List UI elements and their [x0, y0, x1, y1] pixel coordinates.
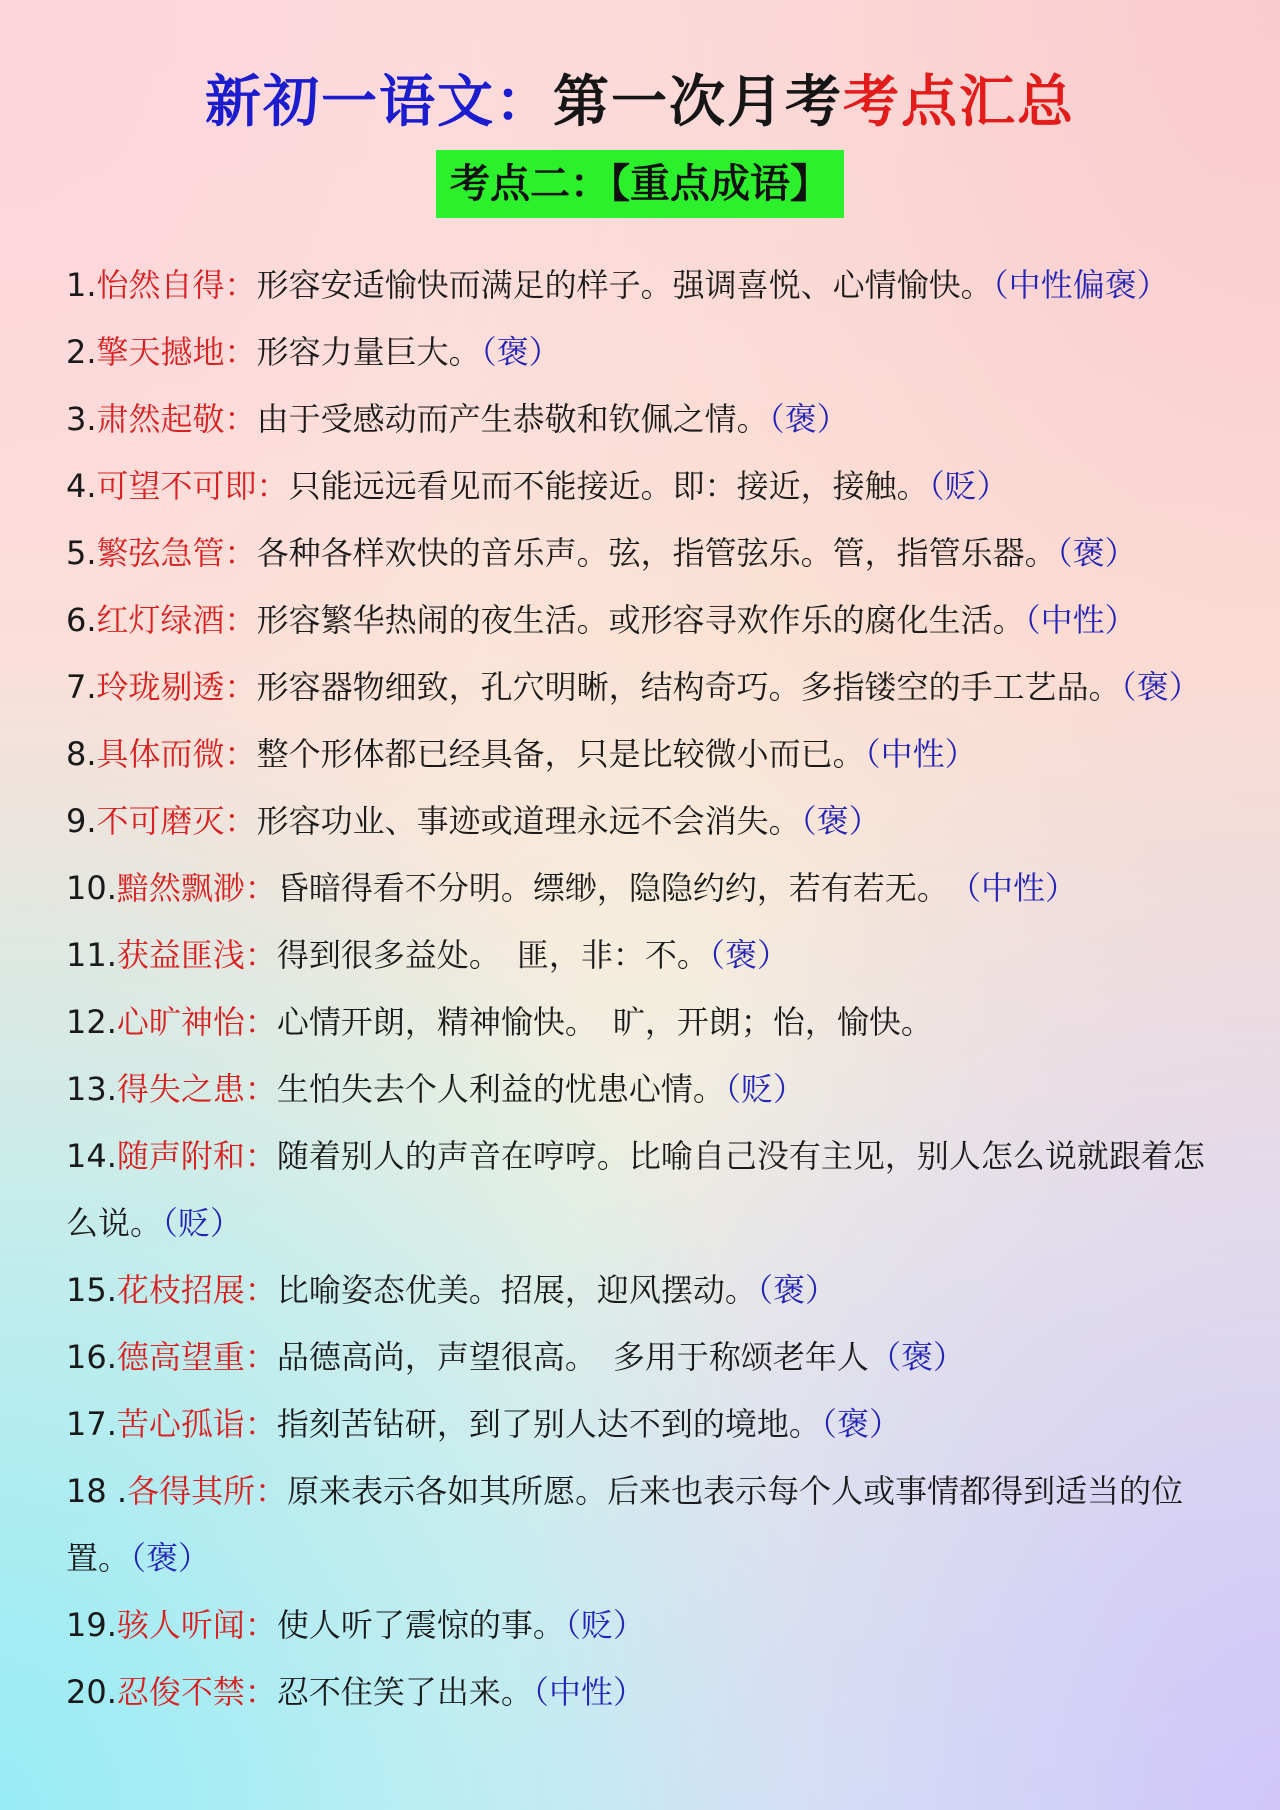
idiom-entry: [66, 922, 1230, 989]
idiom-term: 苦心孤诣: [116, 1405, 245, 1443]
idiom-number: 13.: [66, 1070, 117, 1108]
title-part-exam: 第一次月考: [553, 70, 843, 135]
idiom-colon: ：: [244, 1673, 277, 1711]
idiom-colon: ：: [244, 869, 277, 907]
idiom-term: 擎天撼地: [96, 333, 225, 371]
idiom-definition: 使人听了震惊的事。: [276, 1606, 565, 1644]
idiom-entry: [66, 1056, 1230, 1123]
idiom-entry: [66, 252, 1230, 319]
idiom-colon: ：: [244, 1003, 277, 1041]
idiom-sentiment-tag: （褒）: [480, 333, 561, 371]
idiom-colon: ：: [244, 1338, 277, 1376]
idiom-term: 具体而微: [96, 735, 225, 773]
idiom-sentiment-tag: （贬）: [928, 467, 1009, 505]
idiom-entry: [66, 1123, 1230, 1257]
idiom-sentiment-tag: （褒）: [1056, 534, 1137, 572]
idiom-entry: [66, 1592, 1230, 1659]
idiom-number: 18 .: [66, 1472, 128, 1510]
idiom-definition: 形容安适愉快而满足的样子。强调喜悦、心情愉快。: [256, 266, 993, 304]
idiom-number: 16.: [66, 1338, 117, 1376]
idiom-number: 17.: [66, 1405, 117, 1443]
idiom-colon: ：: [244, 1606, 277, 1644]
idiom-term: 可望不可即: [96, 467, 257, 505]
idiom-sentiment-tag: （中性）: [532, 1673, 645, 1711]
idiom-definition: 形容器物细致，孔穴明晰，结构奇巧。多指镂空的手工艺品。: [256, 668, 1121, 706]
idiom-sentiment-tag: （褒）: [768, 400, 849, 438]
idiom-sentiment-tag: （褒）: [708, 936, 789, 974]
idiom-sentiment-tag: （中性）: [964, 869, 1077, 907]
idiom-definition: 只能远远看见而不能接近。即：接近，接触。: [288, 467, 929, 505]
idiom-term: 怡然自得: [96, 266, 225, 304]
idiom-term: 随声附和: [116, 1137, 245, 1175]
idiom-colon: ：: [244, 1070, 277, 1108]
idiom-entry: [66, 1391, 1230, 1458]
title-part-grade: 新初一语文：: [205, 70, 553, 135]
idiom-number: 5.: [66, 534, 97, 572]
idiom-term: 各得其所: [127, 1472, 256, 1510]
idiom-colon: ：: [224, 333, 257, 371]
idiom-definition: 比喻姿态优美。招展，迎风摆动。: [276, 1271, 757, 1309]
idiom-number: 8.: [66, 735, 97, 773]
idiom-colon: ：: [244, 1405, 277, 1443]
idiom-sentiment-tag: （褒）: [800, 802, 881, 840]
idiom-term: 花枝招展: [116, 1271, 245, 1309]
page-title: [0, 68, 1280, 138]
idiom-entry: [66, 654, 1230, 721]
idiom-definition: 由于受感动而产生恭敬和钦佩之情。: [256, 400, 769, 438]
idiom-term: 红灯绿酒: [96, 601, 225, 639]
idiom-number: 7.: [66, 668, 97, 706]
idiom-definition: 形容功业、事迹或道理永远不会消失。: [256, 802, 801, 840]
idiom-definition: 心情开朗，精神愉快。 旷，开朗；怡，愉快。: [276, 1003, 933, 1041]
idiom-list: [66, 252, 1230, 1726]
idiom-term: 忍俊不禁: [116, 1673, 245, 1711]
idiom-number: 11.: [66, 936, 117, 974]
idiom-colon: ：: [224, 802, 257, 840]
idiom-sentiment-tag: （贬）: [564, 1606, 645, 1644]
idiom-sentiment-tag: （中性）: [1024, 601, 1137, 639]
idiom-number: 14.: [66, 1137, 117, 1175]
idiom-term: 心旷神怡: [116, 1003, 245, 1041]
idiom-term: 获益匪浅: [116, 936, 245, 974]
idiom-colon: ：: [244, 1271, 277, 1309]
idiom-number: 9.: [66, 802, 97, 840]
idiom-term: 肃然起敬: [96, 400, 225, 438]
idiom-entry: [66, 520, 1230, 587]
idiom-colon: ：: [224, 668, 257, 706]
idiom-number: 15.: [66, 1271, 117, 1309]
idiom-entry: [66, 386, 1230, 453]
idiom-definition: 随着别人的声音在哼哼。比喻自己没有主见，别人怎么说就跟着怎么说。: [66, 1137, 1205, 1242]
idiom-sentiment-tag: （褒）: [756, 1271, 837, 1309]
idiom-definition: 整个形体都已经具备，只是比较微小而已。: [256, 735, 865, 773]
idiom-definition: 得到很多益处。 匪，非：不。: [276, 936, 709, 974]
idiom-sentiment-tag: （褒）: [1120, 668, 1201, 706]
idiom-number: 10.: [66, 869, 117, 907]
idiom-colon: ：: [224, 534, 257, 572]
idiom-entry: [66, 721, 1230, 788]
idiom-entry: [66, 989, 1230, 1056]
idiom-entry: [66, 587, 1230, 654]
idiom-definition: 忍不住笑了出来。: [276, 1673, 533, 1711]
idiom-entry: [66, 788, 1230, 855]
idiom-entry: [66, 1659, 1230, 1726]
idiom-entry: [66, 1257, 1230, 1324]
idiom-term: 德高望重: [116, 1338, 245, 1376]
idiom-term: 玲珑剔透: [96, 668, 225, 706]
idiom-number: 12.: [66, 1003, 117, 1041]
idiom-entry: [66, 319, 1230, 386]
idiom-colon: ：: [224, 266, 257, 304]
idiom-entry: [66, 453, 1230, 520]
idiom-number: 19.: [66, 1606, 117, 1644]
idiom-colon: ：: [256, 467, 289, 505]
idiom-colon: ：: [244, 936, 277, 974]
idiom-sentiment-tag: （贬）: [162, 1204, 243, 1242]
idiom-sentiment-tag: （中性偏褒）: [992, 266, 1169, 304]
idiom-term: 黯然飘渺: [116, 869, 245, 907]
idiom-term: 繁弦急管: [96, 534, 225, 572]
idiom-colon: ：: [224, 400, 257, 438]
idiom-sentiment-tag: （褒）: [820, 1405, 901, 1443]
idiom-colon: ：: [255, 1472, 288, 1510]
idiom-number: 6.: [66, 601, 97, 639]
idiom-colon: ：: [224, 601, 257, 639]
idiom-term: 骇人听闻: [116, 1606, 245, 1644]
idiom-definition: 形容繁华热闹的夜生活。或形容寻欢作乐的腐化生活。: [256, 601, 1025, 639]
idiom-definition: 昏暗得看不分明。缥缈，隐隐约约，若有若无。: [276, 869, 965, 907]
idiom-colon: ：: [224, 735, 257, 773]
idiom-number: 4.: [66, 467, 97, 505]
idiom-number: 1.: [66, 266, 97, 304]
idiom-definition: 生怕失去个人利益的忧患心情。: [276, 1070, 725, 1108]
idiom-number: 3.: [66, 400, 97, 438]
idiom-sentiment-tag: （贬）: [724, 1070, 805, 1108]
subtitle-container: [0, 150, 1280, 218]
idiom-definition: 品德高尚，声望很高。 多用于称颂老年人: [276, 1338, 869, 1376]
idiom-entry: [66, 1458, 1230, 1592]
section-subtitle-badge: 考点二：【重点成语】: [436, 150, 844, 218]
idiom-sentiment-tag: （褒）: [868, 1338, 965, 1376]
idiom-number: 2.: [66, 333, 97, 371]
idiom-entry: [66, 1324, 1230, 1391]
title-part-summary: 考点汇总: [843, 70, 1075, 135]
idiom-definition: 指刻苦钻研，到了别人达不到的境地。: [276, 1405, 821, 1443]
idiom-colon: ：: [244, 1137, 277, 1175]
idiom-entry: [66, 855, 1230, 922]
idiom-definition: 各种各样欢快的音乐声。弦，指管弦乐。管，指管乐器。: [256, 534, 1057, 572]
idiom-sentiment-tag: （褒）: [130, 1539, 211, 1577]
idiom-definition: 形容力量巨大。: [256, 333, 481, 371]
idiom-number: 20.: [66, 1673, 117, 1711]
idiom-sentiment-tag: （中性）: [864, 735, 977, 773]
idiom-term: 不可磨灭: [96, 802, 225, 840]
idiom-term: 得失之患: [116, 1070, 245, 1108]
idiom-definition: 原来表示各如其所愿。后来也表示每个人或事情都得到适当的位置。: [66, 1472, 1184, 1577]
